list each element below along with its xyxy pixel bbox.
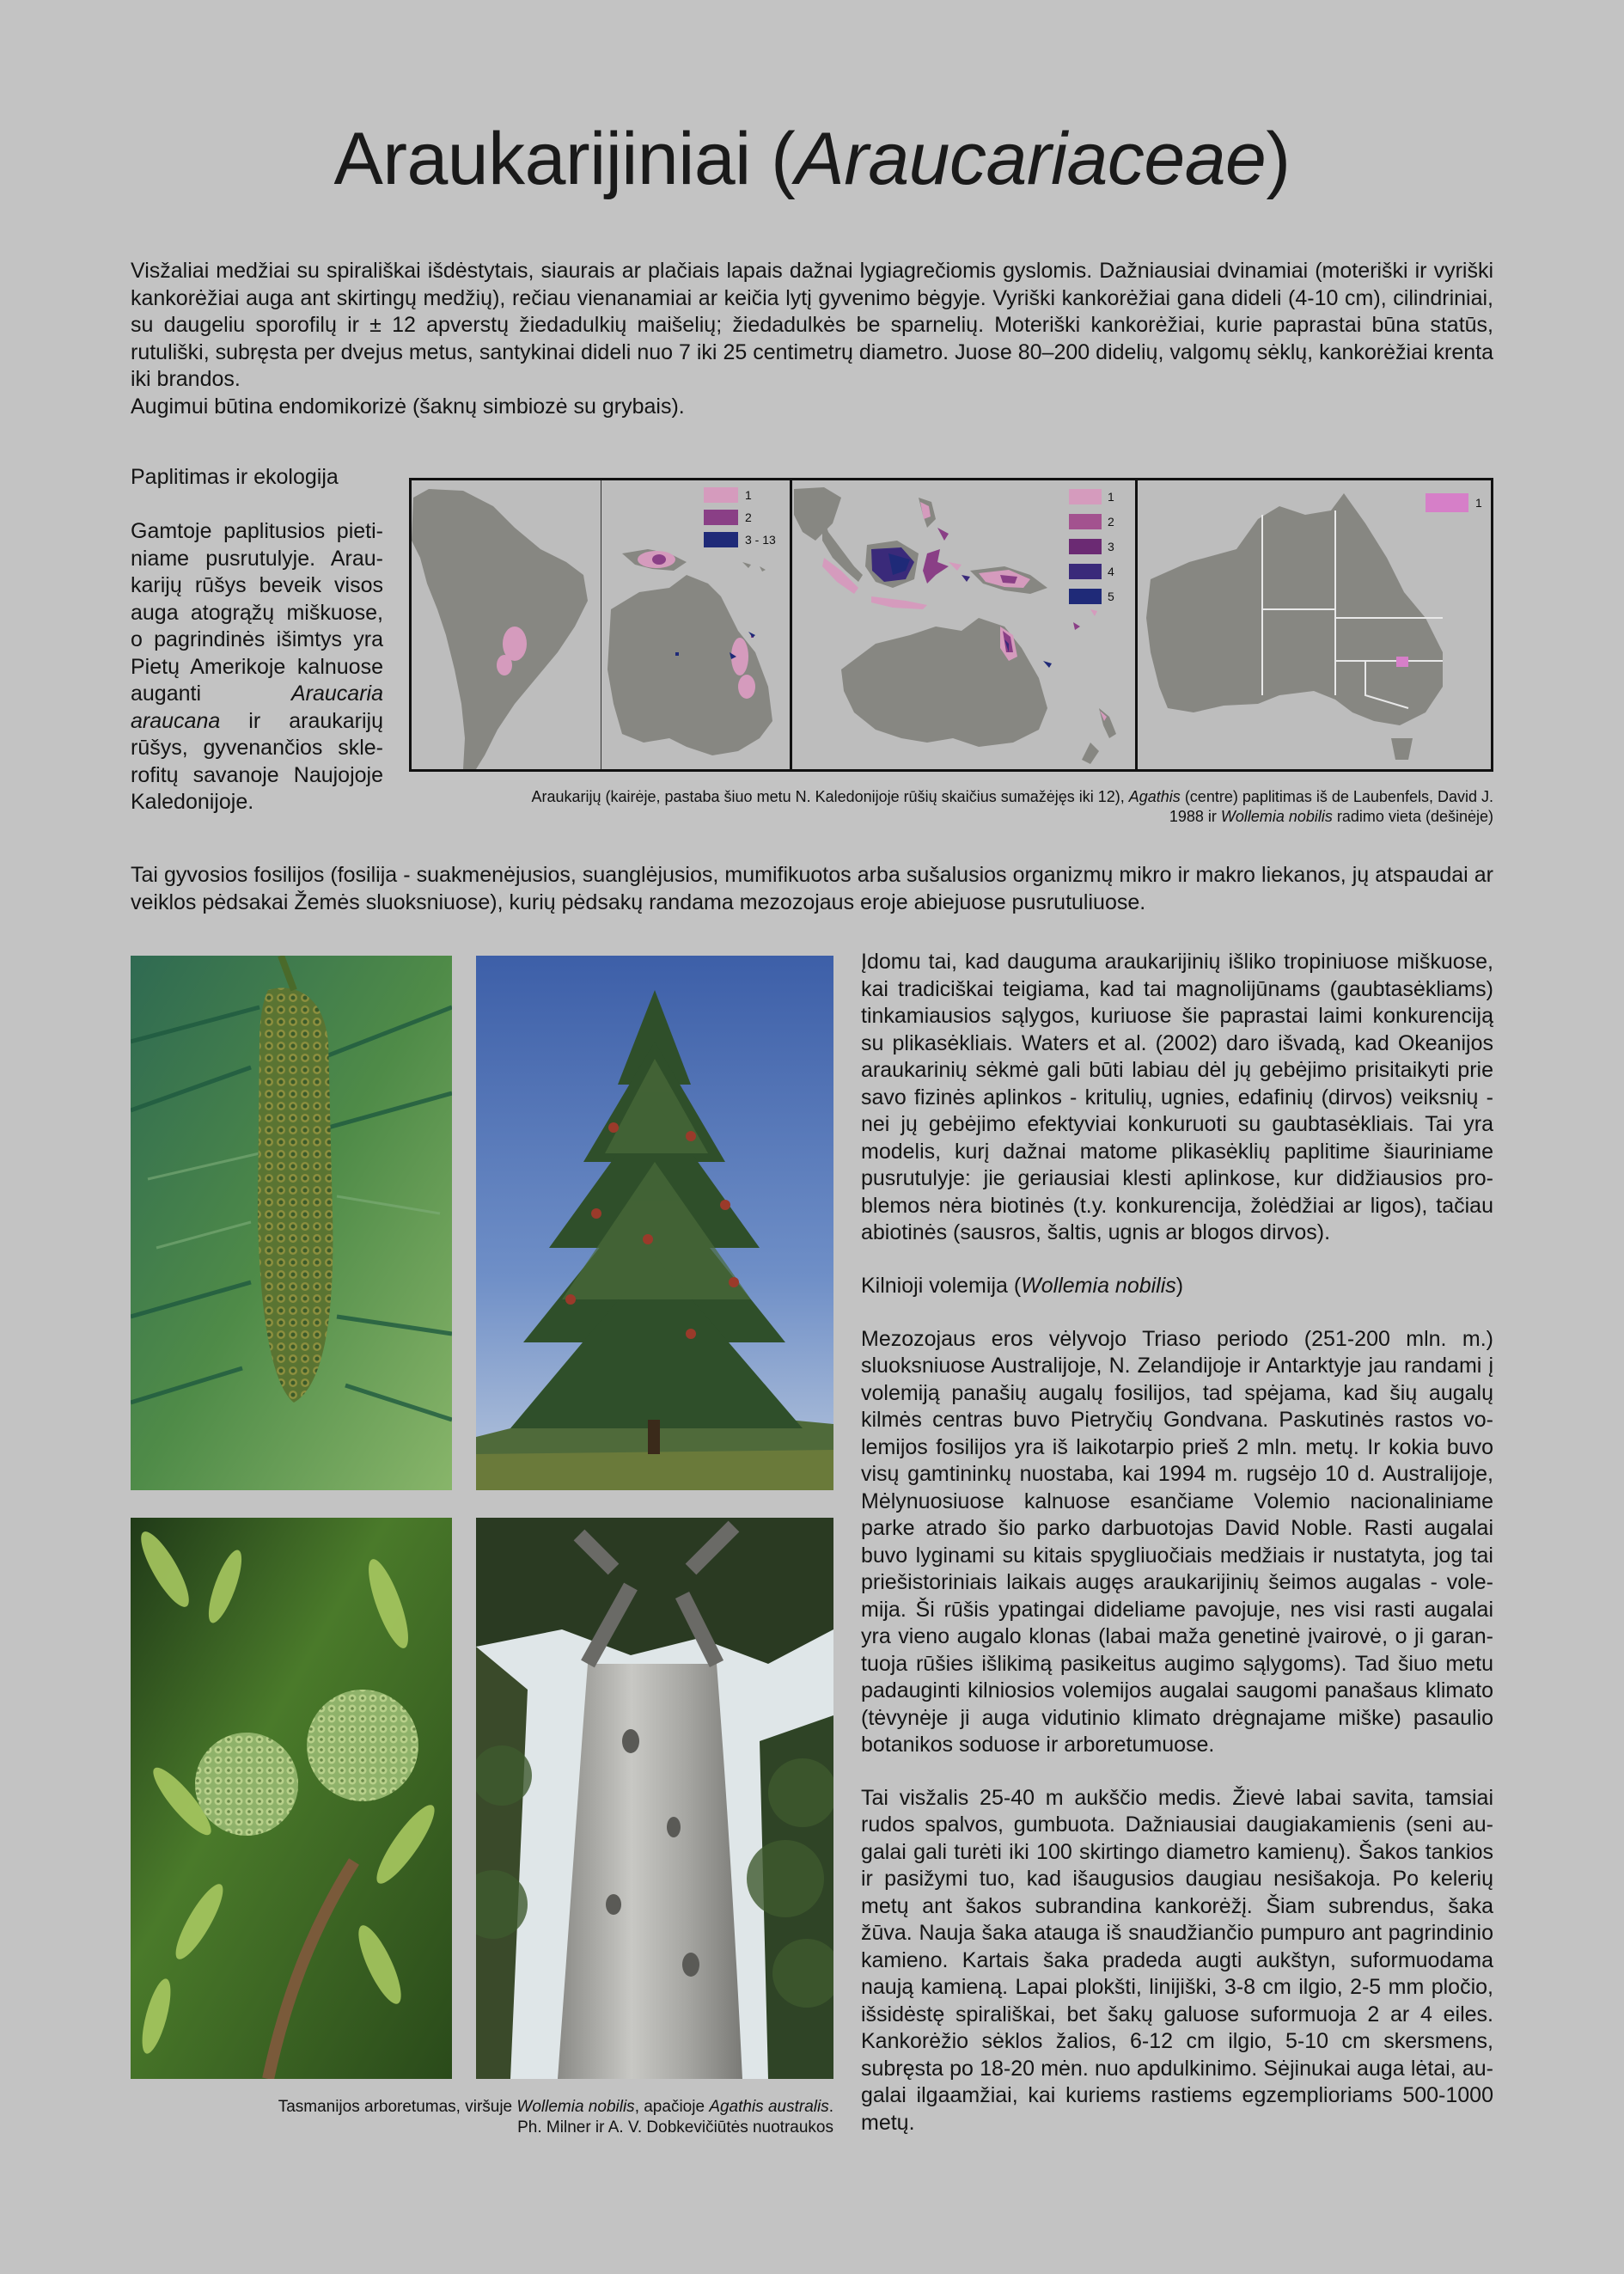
svg-text:3 - 13: 3 - 13 (745, 533, 776, 547)
distribution-maps-svg (412, 480, 1491, 769)
svg-text:1: 1 (745, 488, 752, 502)
page-title: Araukarijiniai (Araucariaceae) (333, 118, 1291, 200)
svg-text:2: 2 (1108, 515, 1114, 529)
photos-caption: Tasmanijos arboretumas, viršuje Wollemia nobilis, apačioje Agathis australis. Ph. Milner ir A. V. Dobkevičiūtės nuotraukos (278, 2098, 833, 2136)
svg-text:1: 1 (1475, 496, 1482, 510)
photo-agathis-cones (131, 1518, 452, 2079)
svg-text:1: 1 (1108, 490, 1114, 504)
wollemia-description-paragraph: Tai visžalis 25-40 m aukščio medis. Žievė labai savita, tamsiai rudos spalvos, gumbuota. Dažniausiai daugiakamienis (seni augalai gali turėti iki 100 skirtingo diametro kamienų). Šakos tankios ir pasižymi tuo, kad išaugusios daugiau nesišakoja. Po kelerių metų ant šakos subrandina kankorėžį. Šiam subrendus, šaka žūva. Nauja šaka atauga iš snaudžiančio pumpuro ant pagrindinio kamieno. Kartais šaka pradeda augti aukštyn, suformuodama naują kamieną. Lapai plokšti, linijiški, 3-8 cm ilgio, 2-5 mm pločio, išsidėstę spirališkai, bet šakų galuose suformuoja 2 ar 4 eiles. Kankorėžio sėklos žalios, 6-12 cm ilgio, 5-10 cm skersmens, subręsta po 18-20 mėn. nuo apdulkinimo. Sėjinukai auga lėtai, augalai ilgaamžiai, kai kuriems rastiems egzemplioriams 500-1000 metų. (861, 1785, 1493, 2135)
intro-text (131, 258, 1493, 420)
photo-wollemia-cone (131, 956, 452, 1490)
svg-text:4: 4 (1108, 565, 1114, 578)
wollemia-heading: Kilnioji volemija (Wollemia nobilis) (861, 1273, 1184, 1298)
svg-text:5: 5 (1108, 590, 1114, 603)
intro-paragraph-2: Augimui būtina endomikorizė (šaknų simbiozė su grybais). (131, 394, 685, 419)
wollemia-site (1396, 657, 1408, 667)
distribution-heading: Paplitimas ir ekologija (131, 465, 339, 489)
photo-wollemia-tree (476, 956, 833, 1490)
photo-agathis-trunk (476, 1518, 833, 2079)
svg-text:3: 3 (1108, 540, 1114, 553)
distribution-text: Gamtoje paplitusios pietiniame pusrutulyje. Araukarijų rūšys beveik visos auga atogrąžų miškuose, o pagrindinės išimtys yra Pietų Amerikoje kalnuose auganti Araucaria araucana ir araukarijų rūšys, gyvenančios sklerofitų savanoje Naujojoje Kaledonijoje. (131, 519, 383, 814)
fossils-text: Tai gyvosios fosilijos (fosilija - suakmenėjusios, suanglėjusios, mumifikuotos arba sušalusios organizmų mikro ir makro liekanos, jų atspaudai ar veiklos pėdsakai Žemės sluoksniuose), kurių pėdsakų randama mezozojaus eroje abiejuose pusrutuliuose. (131, 863, 1493, 914)
araucariaceae-ecology-paragraph: Įdomu tai, kad dauguma araukarijinių išliko tropiniuose miškuose, kai tradiciškai teigiama, kad tai magnolijūnams (gaubtasėkliams) tinkamiausios sąlygos, kuriuose šie paprastai laimi konkurenciją su plikasėkliais. Waters et al. (2002) daro išvadą, kad Okeanijos araukarinių sėkmė gali būti labiau dėl jų gebėjimo prisitaikyti prie savo fizinės aplinkos - kritulių, ugnies, edafinių (dirvos) veiksnių - nei jų gebėjimo efektyviai konkuruoti su gaubtasėkliais. Tai yra modelis, kurį dažnai matome plikasėklių paplitime šiauriniame pusrutulyje: jie geriausiai klesti aplinkose, kur didžiausios problemos nėra biotinės (t.y. konkurencija, žolėdžiai ar ligos), tačiau abiotinės (sausros, šaltis, ugnis ar blogos dirvos). (861, 950, 1493, 1244)
right-column-text (861, 949, 1493, 2136)
maps-caption: Araukarijų (kairėje, pastaba šiuo metu N. Kaledonijoje rūšių skaičius sumažėjęs iki 12), Agathis (centre) paplitimas iš de Laubenfels, David J. 1988 ir Wollemia nobilis radimo vieta (dešinėje) (531, 788, 1493, 825)
svg-text:2: 2 (745, 510, 752, 524)
title-latin: Araucariaceae (795, 118, 1267, 200)
intro-paragraph-1: Visžaliai medžiai su spirališkai išdėstytais, siaurais ar plačiais lapais dažnai lygiagrečiomis gyslomis. Dažniausiai dvinamiai (moteriški ir vyriški kankorėžiai auga ant skirtingų medžių), rečiau vienanamiai ar keičia lytį gyvenimo bėgyje. Vyriški kankorėžiai gana dideli (4-10 cm), cilindriniai, su daugeliu sporofilų ir ± 12 apverstų žiedadulkių maišelių; žiedadulkės be sparnelių. Moteriški kankorėžiai, kurie paprastai būna statūs, rutuliški, subręsta per dvejus metus, santykinai dideli nuo 7 iki 25 centimetrų diametro. Juose 80–200 didelių, valgomų sėklų, kankorėžiai krenta iki brandos. (131, 259, 1493, 391)
araucaria-sa-2 (497, 655, 512, 675)
distribution-maps (409, 478, 1493, 772)
wollemia-history-paragraph: Mezozojaus eros vėlyvojo Triaso periodo (251-200 mln. m.) sluoksniuose Australijoje, N. Zelandijoje ir Antarktyje jau randami į volemiją panašių augalų fosilijos, tad spėjama, kad šių augalų kilmės centras buvo Pietryčių Gondvana. Paskutinės rastos volemijos fosilijos yra iš laikotarpio prieš 2 mln. metų. Ir kokia buvo visų gamtininkų nuostaba, kai 1994 m. rugsėjo 10 d. Australijoje, Mėlynuosiuose kalnuose esančiame Volemio nacionaliniame parke atrado šio parko darbuotojas David Noble. Rasti augalai buvo lyginami su kitais spygliuočiais medžiais ir nustatyta, jog tai priešistoriniais laikais augęs araukarijinių šeimos augalas - volemija. Ši rūšis ypatingai dideliame pavojuje, nes visi rasti augalai yra vieno augalo klonas (labai maža genetinė įvairovė, o ji garantuoja rūšies išlikimą pasikeitus augimo sąlygoms). Tad šiuo metu padauginti kilniosios volemijos augalai saugomi panašaus klimato (tėvynėje ji auga vidutinio klimato drėgnajame miške) pasaulio botanikos soduose ir arboretumuose. (861, 1326, 1493, 1757)
